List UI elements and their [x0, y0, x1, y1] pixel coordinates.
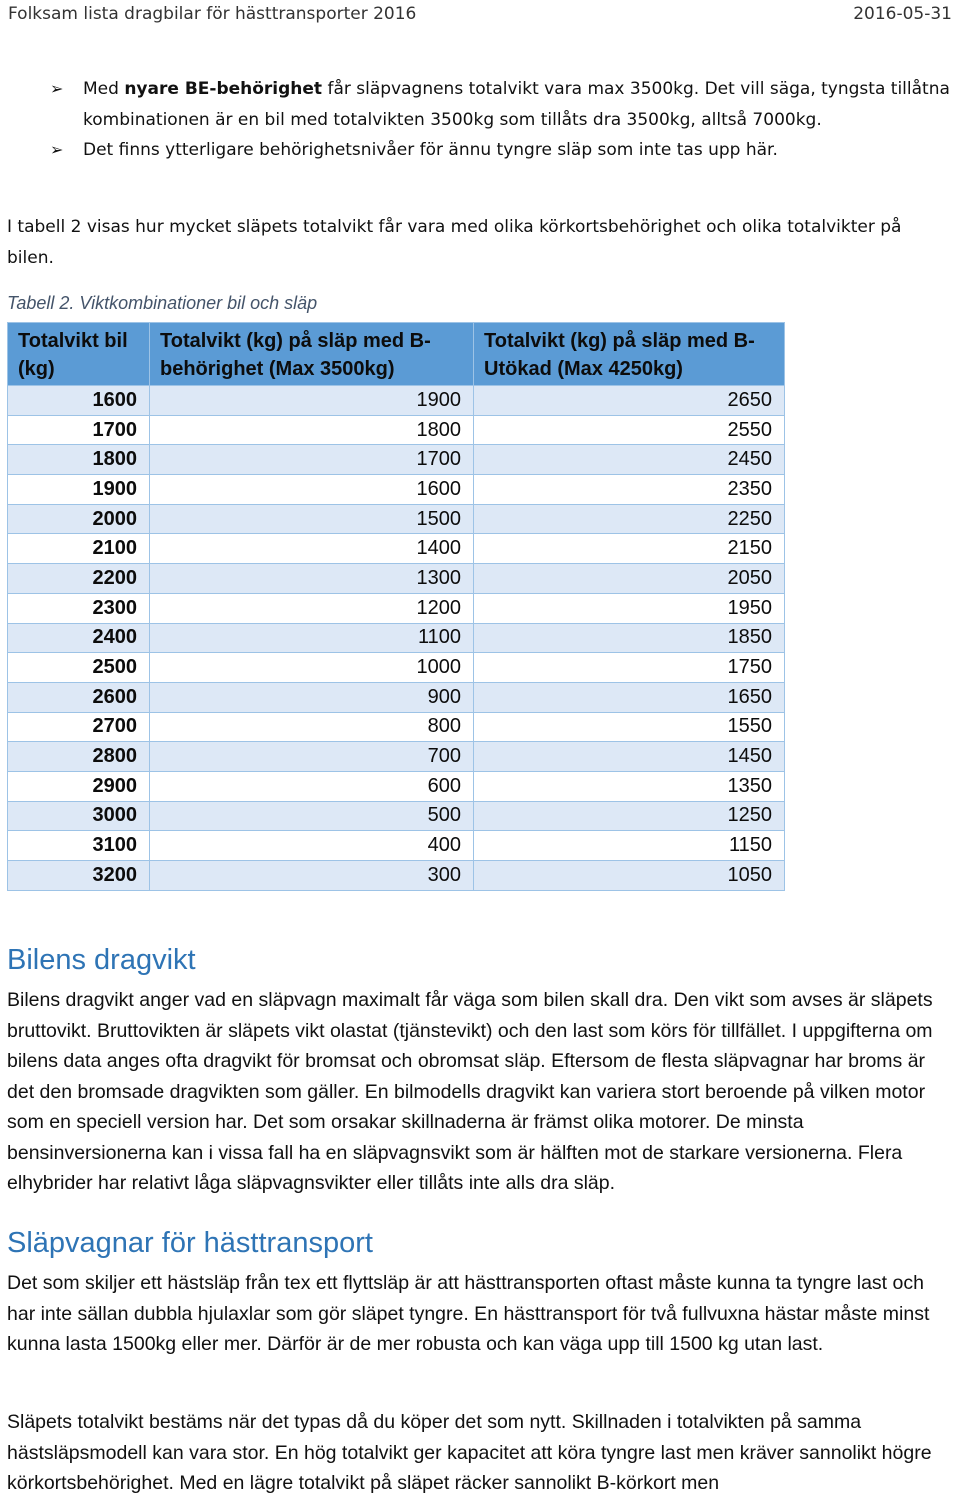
cell-b-extended: 2150 [474, 534, 785, 564]
bullet-list [50, 74, 950, 166]
bullet-item [50, 135, 950, 166]
cell-b-extended: 1950 [474, 593, 785, 623]
table-row [8, 831, 785, 861]
table-row [8, 742, 785, 772]
table-row [8, 712, 785, 742]
table-row [8, 623, 785, 653]
table-row [8, 415, 785, 445]
cell-b-license: 1400 [150, 534, 474, 564]
cell-b-license: 800 [150, 712, 474, 742]
section-heading: Släpvagnar för hästtransport [7, 1227, 373, 1259]
column-header-b-extended: Totalvikt (kg) på släp med B-Utökad (Max 4250kg) [474, 323, 785, 386]
cell-car-weight: 3100 [8, 831, 150, 861]
table-row [8, 771, 785, 801]
arrow-bullet-icon: ➢ [50, 140, 64, 159]
table-header-row [8, 323, 785, 386]
cell-b-extended: 1450 [474, 742, 785, 772]
cell-b-license: 1800 [150, 415, 474, 445]
cell-b-license: 400 [150, 831, 474, 861]
cell-car-weight: 3200 [8, 861, 150, 891]
cell-b-extended: 1150 [474, 831, 785, 861]
column-header-b-license: Totalvikt (kg) på släp med B-behörighet (Max 3500kg) [150, 323, 474, 386]
cell-b-license: 900 [150, 682, 474, 712]
weight-combination-table [7, 322, 785, 891]
cell-b-extended: 1350 [474, 771, 785, 801]
cell-car-weight: 2900 [8, 771, 150, 801]
table-row [8, 445, 785, 475]
cell-car-weight: 1700 [8, 415, 150, 445]
cell-b-license: 1300 [150, 564, 474, 594]
cell-b-extended: 2550 [474, 415, 785, 445]
bullet-item [50, 74, 950, 135]
bullet-text-pre: Det finns ytterligare behörighetsnivåer för ännu tyngre släp som inte tas upp här. [83, 140, 778, 160]
cell-b-extended: 2050 [474, 564, 785, 594]
cell-car-weight: 2300 [8, 593, 150, 623]
cell-b-license: 500 [150, 801, 474, 831]
cell-b-extended: 2250 [474, 504, 785, 534]
cell-car-weight: 2000 [8, 504, 150, 534]
cell-b-license: 1000 [150, 653, 474, 683]
cell-car-weight: 2100 [8, 534, 150, 564]
column-header-car-weight: Totalvikt bil (kg) [8, 323, 150, 386]
cell-car-weight: 3000 [8, 801, 150, 831]
cell-b-license: 600 [150, 771, 474, 801]
cell-b-license: 1700 [150, 445, 474, 475]
cell-b-extended: 2650 [474, 386, 785, 416]
bullet-text-pre: Med [83, 79, 125, 99]
header-title: Folksam lista dragbilar för hästtransporter 2016 [8, 4, 417, 24]
cell-b-extended: 1850 [474, 623, 785, 653]
bullet-text-post: får släpvagnens totalvikt vara max 3500kg. Det vill säga, tyngsta tillåtna kombinationen är en bil med totalvikten 3500kg som tillåts dra 3500kg, alltså 7000kg. [83, 79, 950, 130]
table-row [8, 653, 785, 683]
table-row [8, 861, 785, 891]
table-row [8, 534, 785, 564]
cell-b-license: 1200 [150, 593, 474, 623]
cell-b-extended: 1050 [474, 861, 785, 891]
cell-b-license: 1500 [150, 504, 474, 534]
table-row [8, 801, 785, 831]
header-date: 2016-05-31 [853, 4, 952, 24]
cell-b-extended: 2450 [474, 445, 785, 475]
table-row [8, 682, 785, 712]
cell-car-weight: 1900 [8, 475, 150, 505]
cell-b-license: 700 [150, 742, 474, 772]
cell-b-license: 300 [150, 861, 474, 891]
cell-b-extended: 1250 [474, 801, 785, 831]
section-paragraph: Det som skiljer ett hästsläp från tex ett flyttsläp är att hästtransporten oftast måste kunna ta tyngre last och har inte sällan dubbla hjulaxlar som gör släpet tyngre. En hästtransport för två fullvuxna hästar måste minst kunna lasta 1500kg eller mer. Därför är de mer robusta och kan väga upp till 1500 kg utan last. [7, 1272, 930, 1355]
cell-b-extended: 1750 [474, 653, 785, 683]
cell-car-weight: 2200 [8, 564, 150, 594]
table-row [8, 593, 785, 623]
table-row [8, 475, 785, 505]
cell-car-weight: 1800 [8, 445, 150, 475]
cell-car-weight: 2800 [8, 742, 150, 772]
cell-car-weight: 2600 [8, 682, 150, 712]
table-row [8, 504, 785, 534]
table-caption: Tabell 2. Viktkombinationer bil och släp [7, 293, 318, 313]
cell-b-extended: 1550 [474, 712, 785, 742]
table-body [8, 386, 785, 891]
cell-b-license: 1600 [150, 475, 474, 505]
cell-car-weight: 2400 [8, 623, 150, 653]
cell-car-weight: 2500 [8, 653, 150, 683]
arrow-bullet-icon: ➢ [50, 79, 64, 98]
intro-paragraph: I tabell 2 visas hur mycket släpets totalvikt får vara med olika körkortsbehörighet och olika totalvikter på bilen. [7, 217, 902, 268]
table-row [8, 386, 785, 416]
page-header [8, 0, 952, 28]
cell-b-license: 1100 [150, 623, 474, 653]
cell-car-weight: 1600 [8, 386, 150, 416]
cell-b-license: 1900 [150, 386, 474, 416]
table-row [8, 564, 785, 594]
cell-b-extended: 2350 [474, 475, 785, 505]
bullet-text-bold: nyare BE-behörighet [124, 79, 323, 99]
cell-car-weight: 2700 [8, 712, 150, 742]
cell-b-extended: 1650 [474, 682, 785, 712]
section-paragraph: Bilens dragvikt anger vad en släpvagn maximalt får väga som bilen skall dra. Den vikt som avses är släpets bruttovikt. Bruttovikten är släpets vikt olastat (tjänstevikt) och den last som körs för tillfället. I uppgifterna om bilens data anges ofta dragvikt för bromsat och obromsat släp. Eftersom de flesta släpvagnar har broms är det den bromsade dragvikten som gäller. En bilmodells dragvikt kan variera stort beroende på vilken motor som en speciell version har. Det som orsakar skillnaderna är främst olika motorer. De minsta bensinversionerna kan i vissa fall ha en släpvagnsvikt som är hälften mot de starkare versionerna. Flera elhybrider har relativt låga släpvagnsvikter eller tillåts inte alls dra släp. [7, 989, 933, 1194]
section-paragraph: Släpets totalvikt bestäms när det typas då du köper det som nytt. Skillnaden i totalvikten på samma hästsläpsmodell kan vara stor. En hög totalvikt ger kapacitet att köra tyngre last men kräver sannolikt högre körkortsbehörighet. Med en lägre totalvikt på släpet räcker sannolikt B-körkort men [7, 1411, 932, 1494]
section-heading: Bilens dragvikt [7, 944, 196, 976]
